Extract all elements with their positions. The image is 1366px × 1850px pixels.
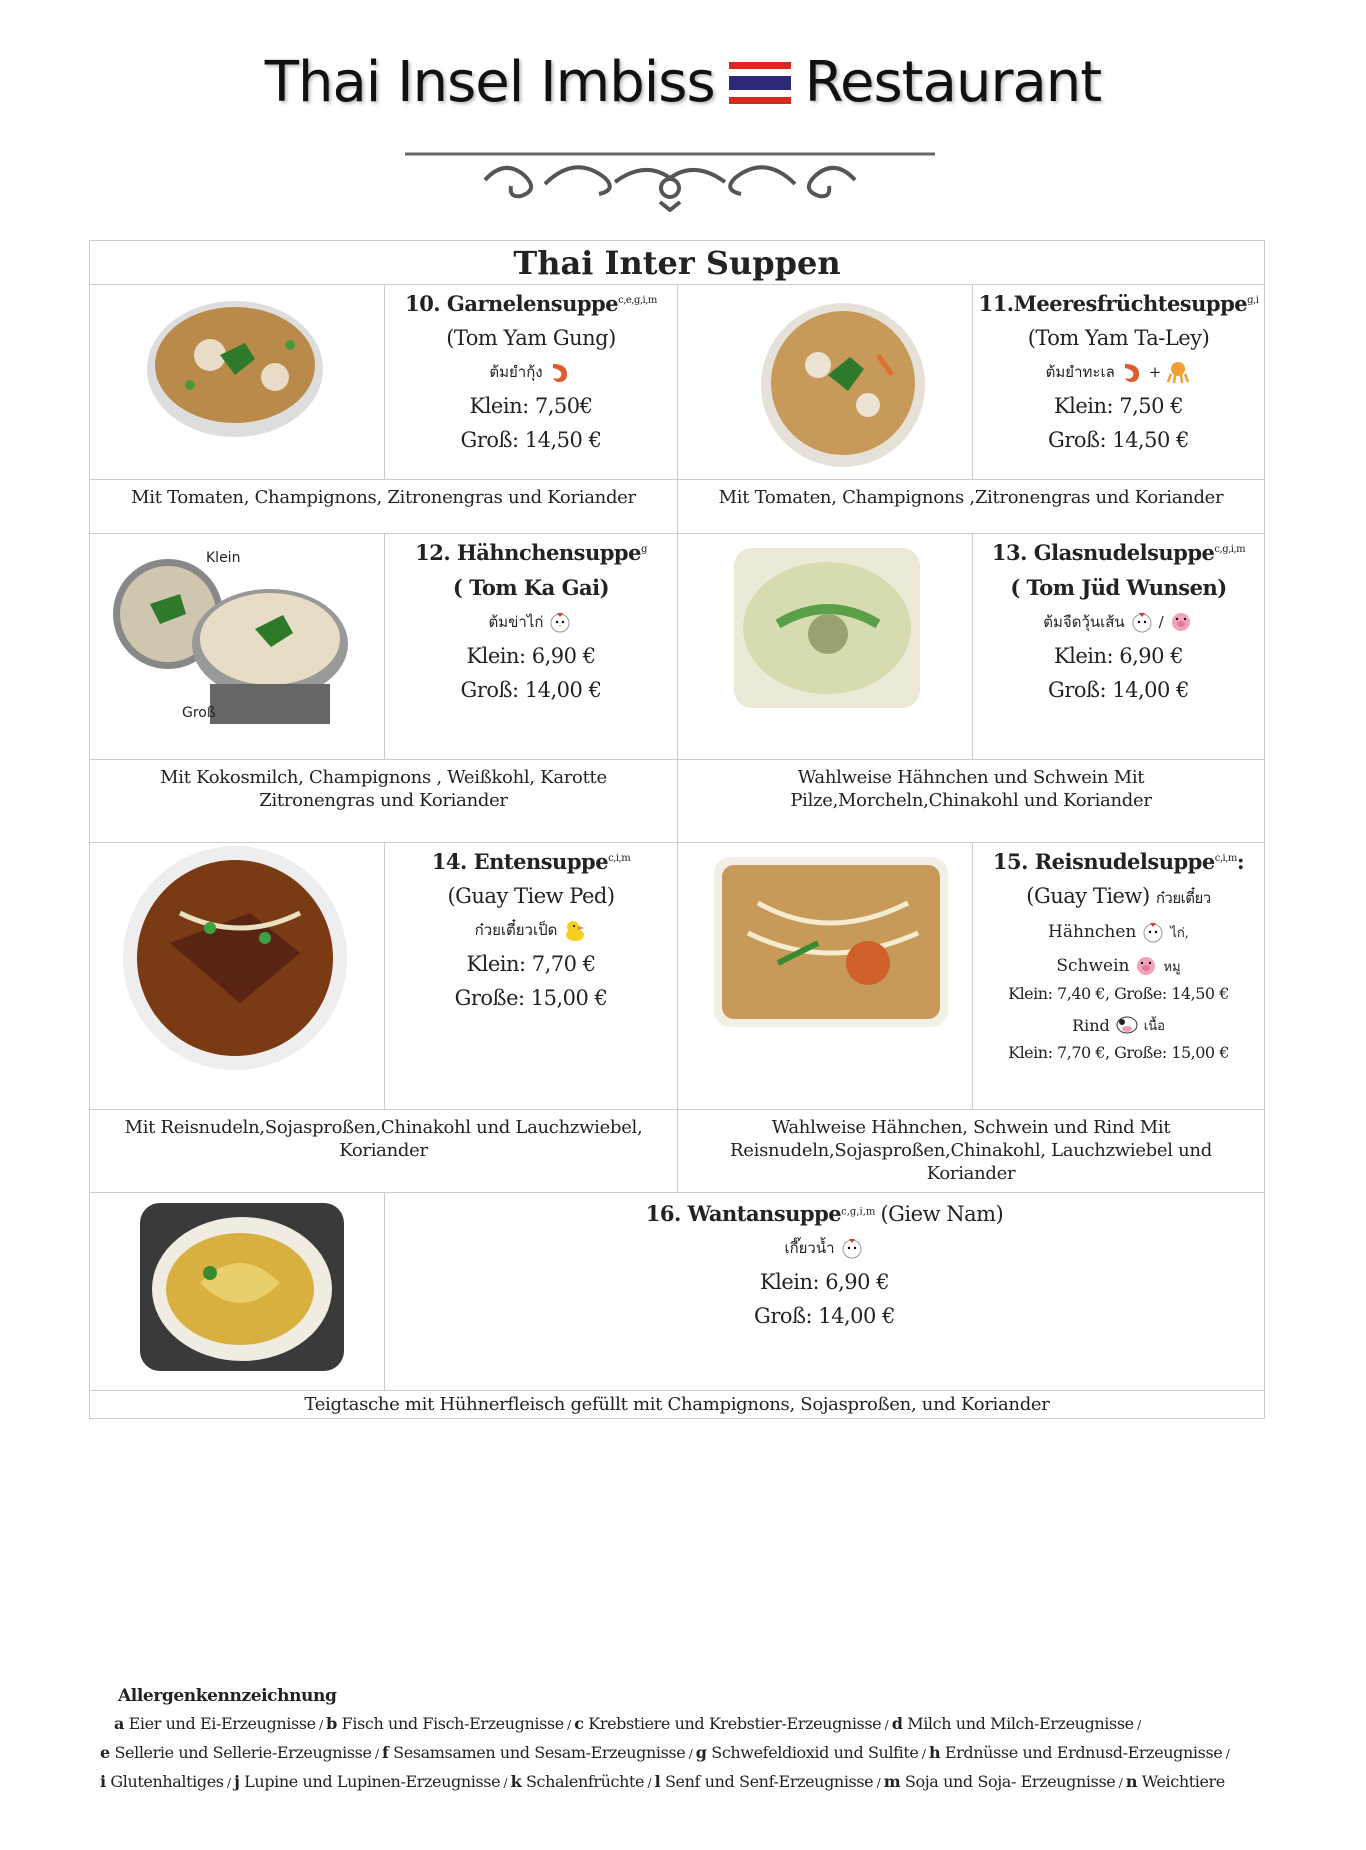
allergen-label: Weichtiere: [1137, 1772, 1225, 1791]
allergen-code: a: [114, 1714, 124, 1733]
allergen-code: i: [100, 1772, 106, 1791]
menu-row: [90, 534, 1264, 760]
thai-separator: /: [1158, 613, 1164, 631]
option-pork: Schwein: [1056, 956, 1130, 976]
item-subtitle: ( Tom Ka Gai): [452, 575, 610, 600]
octopus-icon: [1165, 360, 1191, 384]
item-subtitle: (Guay Tiew): [1026, 884, 1150, 908]
item-allergens: c,g,i,m: [1214, 544, 1246, 555]
allergen-label: Senf und Senf-Erzeugnisse: [660, 1772, 874, 1791]
option-beef-thai: เนื้อ: [1143, 1018, 1165, 1034]
allergen-code: g: [695, 1743, 707, 1762]
option-beef: Rind: [1072, 1015, 1110, 1035]
menu-row: [90, 843, 1264, 1110]
item-subtitle: ( Tom Jüd Wunsen): [1010, 575, 1227, 600]
description-row: [90, 1110, 1264, 1193]
description-row: [90, 480, 1264, 534]
item-thai-name: ต้มยำกุ้ง: [489, 363, 543, 381]
allergen-line-1: a Eier und Ei-Erzeugnisse / b Fisch und Fisch-Erzeugnisse / c Krebstiere und Krebstier-Erzeugnisse / d Milch und Milch-Erzeugnisse /: [114, 1714, 1141, 1733]
pig-icon: [1133, 954, 1159, 978]
item-allergens: c,g,i,m: [841, 1206, 876, 1218]
chicken-icon: [839, 1236, 865, 1260]
allergen-code: h: [928, 1743, 941, 1762]
item-thai-name: ต้มยำทะเล: [1045, 363, 1115, 381]
price-large: Groß: 14,00 €: [1048, 678, 1189, 702]
thai-flag-icon: [729, 62, 791, 104]
soup-photo: [90, 285, 385, 479]
item-description: Mit Tomaten, Champignons, Zitronengras und Koriander: [131, 487, 636, 508]
price-large: Große: 15,00 €: [454, 986, 608, 1010]
allergen-label: Schwefeldioxid und Sulfite: [706, 1743, 919, 1762]
item-name: 10. Garnelensuppe: [405, 291, 619, 316]
item-description: Teigtasche mit Hühnerfleisch gefüllt mit Champignons, Sojasproßen, und Koriander: [304, 1394, 1050, 1415]
menu-item-11: [677, 285, 1264, 479]
allergen-code: j: [234, 1772, 240, 1791]
pig-icon: [1168, 610, 1194, 634]
price-beef: Klein: 7,70 €, Große: 15,00 €: [1008, 1043, 1229, 1062]
photo-label-big: Groß: [182, 705, 216, 721]
menu-title: Thai Inter Suppen: [90, 241, 1264, 285]
allergen-code: d: [891, 1714, 903, 1733]
menu-row: [90, 285, 1264, 480]
price-small: Klein: 7,50 €: [1053, 394, 1184, 418]
allergen-title: Allergenkennzeichnung: [118, 1686, 337, 1706]
option-chicken: Hähnchen: [1048, 922, 1137, 942]
cow-icon: [1114, 1013, 1140, 1037]
allergen-label: Schalenfrüchte: [521, 1772, 645, 1791]
item-subtitle: (Tom Yam Gung): [446, 326, 616, 350]
item-subtitle: (Tom Yam Ta-Ley): [1027, 326, 1210, 350]
item-description: Mit Tomaten, Champignons ,Zitronengras und Koriander: [677, 480, 1264, 533]
description-row: [90, 760, 1264, 843]
soup-photo: [678, 285, 973, 479]
allergen-code: n: [1125, 1772, 1138, 1791]
item-colon: :: [1236, 849, 1245, 874]
item-name: 16. Wantansuppe: [645, 1201, 842, 1226]
price-large: Groß: 14,00 €: [754, 1304, 895, 1328]
option-pork-thai: หมู: [1163, 959, 1181, 975]
chicken-icon: [1129, 610, 1155, 634]
price-small: Klein: 6,90 €: [759, 1270, 890, 1294]
item-thai-name: ก๋วยเตี๋ยว: [1155, 889, 1211, 907]
chicken-icon: [1140, 920, 1166, 944]
soup-photo: [678, 534, 973, 759]
price-large: Groß: 14,50 €: [460, 428, 602, 452]
menu-item-14: [90, 843, 677, 1109]
option-chicken-thai: ไก่,: [1170, 925, 1189, 941]
header: [0, 50, 1366, 115]
item-thai-name: เกี๊ยวน้ำ: [784, 1239, 835, 1257]
allergen-label: Sesamsamen und Sesam-Erzeugnisse: [388, 1743, 686, 1762]
price-small: Klein: 7,70 €: [466, 952, 596, 976]
price-small: Klein: 6,90 €: [1053, 644, 1184, 668]
allergen-label: Soja und Soja- Erzeugnisse: [900, 1772, 1116, 1791]
allergen-label: Lupine und Lupinen-Erzeugnisse: [239, 1772, 501, 1791]
item-subtitle: (Guay Tiew Ped): [447, 884, 615, 908]
brand-right: Restaurant: [804, 50, 1102, 115]
soup-photo: [90, 534, 385, 759]
chicken-icon: [547, 610, 573, 634]
item-thai-name: ต้มข่าไก่: [488, 613, 544, 631]
allergen-line-2: e Sellerie und Sellerie-Erzeugnisse / f Sesamsamen und Sesam-Erzeugnisse / g Schwefeldioxid und Sulfite / h Erdnüsse und Erdnusd-Erzeugnisse /: [100, 1743, 1230, 1762]
price-chicken-pork: Klein: 7,40 €, Große: 14,50 €: [1008, 984, 1229, 1003]
soup-photo: [90, 1193, 385, 1390]
shrimp-icon: [547, 360, 573, 384]
menu-item-13: [677, 534, 1264, 759]
item-allergens: g,i: [1247, 295, 1259, 306]
item-name: 15. Reisnudelsuppe: [992, 849, 1215, 874]
allergen-label: Glutenhaltiges: [105, 1772, 224, 1791]
menu-item-16: [385, 1193, 1264, 1390]
item-allergens: c,i,m: [608, 853, 631, 864]
price-large: Groß: 14,50 €: [1048, 428, 1189, 452]
brand-left: Thai Insel Imbiss: [264, 50, 715, 115]
allergen-code: c: [574, 1714, 584, 1733]
item-thai-name: ต้มจืดวุ้นเส้น: [1043, 613, 1125, 631]
allergen-code: b: [326, 1714, 337, 1733]
thai-plus: +: [1148, 363, 1162, 381]
item-name: 13. Glasnudelsuppe: [991, 540, 1215, 565]
menu-row: [90, 1193, 1264, 1391]
allergen-code: m: [883, 1772, 901, 1791]
item-allergens: c,i,m: [1214, 853, 1237, 864]
menu-item-12: [90, 534, 677, 759]
item-description: Mit Reisnudeln,Sojasproßen,Chinakohl und Lauchzwiebel, Koriander: [124, 1117, 643, 1161]
price-small: Klein: 6,90 €: [466, 644, 596, 668]
allergen-code: k: [510, 1772, 522, 1791]
price-large: Groß: 14,00 €: [460, 678, 602, 702]
brand-title: [265, 50, 1101, 115]
shrimp-icon: [1119, 360, 1145, 384]
allergen-label: Fisch und Fisch-Erzeugnisse: [336, 1714, 564, 1733]
allergen-code: l: [654, 1772, 661, 1791]
allergen-line-3: i Glutenhaltiges / j Lupine und Lupinen-Erzeugnisse / k Schalenfrüchte / l Senf und Senf-Erzeugnisse / m Soja und Soja- Erzeugnisse / n Weichtiere: [100, 1772, 1225, 1791]
allergen-code: e: [100, 1743, 110, 1762]
menu-item-15: [677, 843, 1264, 1109]
item-allergens: g: [640, 544, 647, 555]
item-description: Wahlweise Hähnchen und Schwein Mit Pilze,Morcheln,Chinakohl und Koriander: [677, 760, 1264, 842]
allergen-legend: [100, 1682, 1300, 1797]
item-thai-name: ก๋วยเตี๋ยวเป็ด: [474, 921, 558, 939]
allergen-label: Sellerie und Sellerie-Erzeugnisse: [109, 1743, 372, 1762]
price-small: Klein: 7,50€: [469, 394, 593, 418]
item-description: Mit Kokosmilch, Champignons , Weißkohl, Karotte Zitronengras und Koriander: [160, 767, 607, 811]
item-name: 14. Entensuppe: [431, 849, 609, 874]
menu-table: [89, 240, 1265, 1419]
soup-photo: [678, 843, 973, 1109]
duck-icon: [561, 918, 587, 942]
photo-label-small: Klein: [206, 550, 241, 566]
ornament-divider: [405, 150, 935, 212]
item-allergens: c,e,g,i,m: [618, 295, 657, 306]
item-name: 12. Hähnchensuppe: [415, 540, 641, 565]
item-name: 11.Meeresfrüchtesuppe: [978, 291, 1248, 316]
allergen-label: Eier und Ei-Erzeugnisse: [123, 1714, 316, 1733]
soup-photo: [90, 843, 385, 1109]
allergen-label: Erdnüsse und Erdnusd-Erzeugnisse: [940, 1743, 1223, 1762]
allergen-label: Milch und Milch-Erzeugnisse: [902, 1714, 1134, 1733]
menu-item-10: [90, 285, 677, 479]
item-subtitle: (Giew Nam): [880, 1202, 1004, 1226]
item-description: Wahlweise Hähnchen, Schwein und Rind Mit Reisnudeln,Sojasproßen,Chinakohl, Lauchzwiebel und Koriander: [677, 1110, 1264, 1192]
allergen-label: Krebstiere und Krebstier-Erzeugnisse: [583, 1714, 882, 1733]
allergen-code: f: [382, 1743, 389, 1762]
